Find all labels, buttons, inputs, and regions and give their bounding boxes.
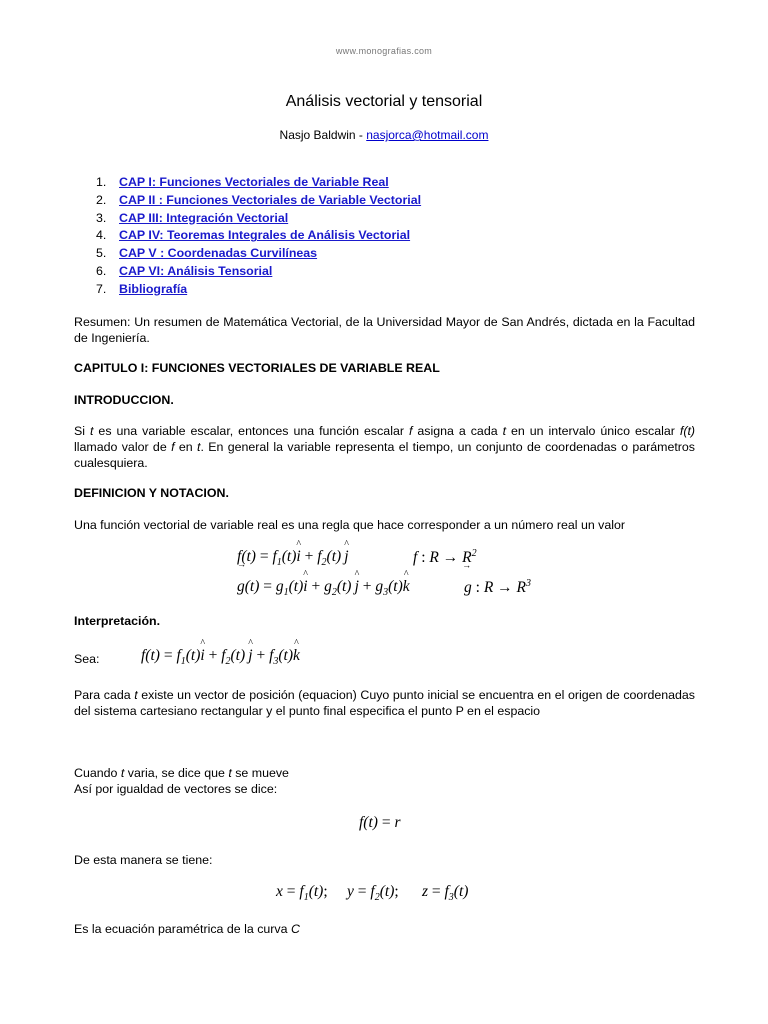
interpretation-heading: Interpretación. bbox=[74, 614, 161, 628]
equation-parametric: $x = f_1(t)$; $y = f_2(t)$; $z = f_3(t)$ bbox=[276, 883, 469, 904]
asi-line: Así por igualdad de vectores se dice: bbox=[74, 782, 278, 796]
toc-link-cap-iv[interactable]: CAP IV: Teoremas Integrales de Análisis Vectorial bbox=[119, 228, 411, 243]
equation-f-equals-r: f(t) = r bbox=[359, 814, 401, 831]
toc-item-2: 2. CAP II : Funciones Vectoriales de Variable Vectorial bbox=[96, 192, 422, 207]
document-title: Análisis vectorial y tensorial bbox=[285, 93, 483, 110]
toc-item-5: 5. CAP V : Coordenadas Curvilíneas bbox=[96, 246, 318, 261]
summary-paragraph: Resumen: Un resumen de Matemática Vectorial, de la Universidad Mayor de San Andrés, dictada en la Facultad de Ingeniería. bbox=[74, 315, 695, 346]
toc-link-cap-iii[interactable]: CAP III: Integración Vectorial bbox=[119, 210, 289, 225]
toc-item-3: 3. CAP III: Integración Vectorial bbox=[96, 210, 289, 225]
equation-f-mapping: f : R → R →$^2$ bbox=[413, 548, 477, 567]
chapter-1-heading: CAPITULO I: FUNCIONES VECTORIALES DE VARIABLE REAL bbox=[74, 361, 440, 375]
toc-link-cap-v[interactable]: CAP V : Coordenadas Curvilíneas bbox=[119, 246, 318, 261]
intro-paragraph: Si t es una variable escalar, entonces una función escalar f asigna a cada t en un intervalo único escalar f(t) llamado valor de f en t. En general la variable representa el tiempo, un conjunto de coordenadas o parámetros cualesquiera. bbox=[74, 424, 696, 471]
table-of-contents bbox=[96, 174, 421, 299]
author-name: Nasjo Baldwin - bbox=[279, 128, 367, 142]
toc-link-cap-vi[interactable]: CAP VI: Análisis Tensorial bbox=[119, 263, 273, 278]
cuando-line: Cuando t varia, se dice que t se mueve bbox=[74, 766, 289, 780]
author-email-link[interactable]: nasjorca@hotmail.com bbox=[366, 128, 489, 142]
definition-heading: DEFINICION Y NOTACION. bbox=[74, 486, 229, 500]
toc-item-6: 6. CAP VI: Análisis Tensorial bbox=[96, 263, 273, 278]
toc-item-4: 4. CAP IV: Teoremas Integrales de Análisis Vectorial bbox=[96, 228, 411, 243]
site-header: www.monografias.com bbox=[335, 46, 433, 56]
definition-paragraph: Una función vectorial de variable real es una regla que hace corresponder a un número real un valor bbox=[74, 518, 626, 532]
toc-item-1: 1. CAP I: Funciones Vectoriales de Variable Real bbox=[96, 175, 389, 189]
position-vector-paragraph: Para cada t existe un vector de posición (equacion) Cuyo punto inicial se encuentra en el origen de coordenadas del sistema cartesiano rectangular y el punto final especifica el punto P en el espacio bbox=[74, 688, 695, 719]
toc-link-cap-ii[interactable]: CAP II : Funciones Vectoriales de Variable Vectorial bbox=[119, 192, 422, 207]
equation-g-mapping: g : $R \to R^3$ bbox=[464, 578, 531, 597]
toc-link-bibliografia[interactable]: Bibliografía bbox=[119, 281, 188, 296]
toc-item-7: 7. Bibliografía bbox=[96, 281, 188, 296]
equation-f-3d: $f(t) = f_1(t)i$ ^ + $f_2(t)$ j ^ + $f_3(t)k$ ^ bbox=[141, 647, 300, 667]
de-esta-line: De esta manera se tiene: bbox=[74, 853, 213, 867]
author-line bbox=[0, 128, 768, 142]
toc-link-cap-i[interactable]: CAP I: Funciones Vectoriales de Variable Real bbox=[119, 175, 389, 189]
ecuacion-line: Es la ecuación paramétrica de la curva C bbox=[74, 922, 300, 936]
intro-heading: INTRODUCCION. bbox=[74, 393, 174, 407]
sea-label: Sea: bbox=[74, 652, 100, 666]
equation-f-definition: $f \to(t) = f_1(t)i$ ^ + $f_2(t)$ j ^ bbox=[237, 548, 349, 568]
equation-g-definition: $g(t) = g_1(t)i$ ^ + $g_2(t)$ j ^ + $g_3(t)k$ ^ bbox=[237, 578, 410, 598]
